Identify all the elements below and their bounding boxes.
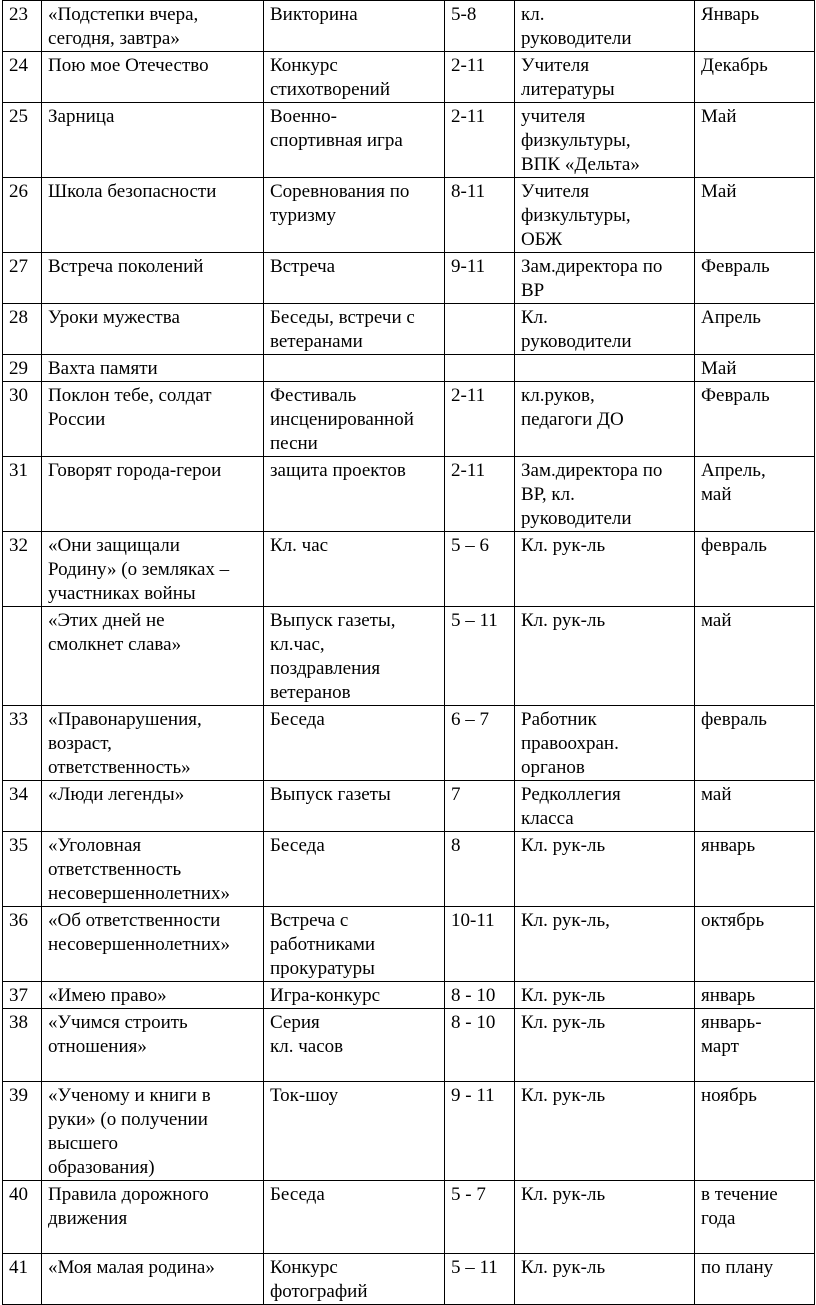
grade-range-text: 9 - 11 (451, 1085, 495, 1106)
table-row (3, 832, 815, 907)
event-title-text: Правила дорожного движения (48, 1184, 209, 1229)
event-form-text: Встреча с работниками прокуратуры (270, 910, 376, 979)
event-form-text: Выпуск газеты, кл.час, поздравления ветеранов (270, 610, 396, 703)
responsible-cell (515, 1009, 695, 1082)
responsible-text: Кл. рук-ль (521, 835, 606, 856)
event-title-text: «Правонарушения, возраст, ответственность» (48, 709, 202, 778)
grade-range-text: 2-11 (451, 385, 486, 406)
date-cell (695, 52, 815, 103)
date-cell (695, 532, 815, 607)
event-form-cell (264, 781, 445, 832)
row-number-cell (3, 52, 42, 103)
events-plan-table (2, 0, 815, 1305)
responsible-cell (515, 457, 695, 532)
grade-range-cell (445, 607, 515, 706)
responsible-text: Учителя физкультуры, ОБЖ (521, 181, 631, 250)
grade-range-text: 5 – 6 (451, 535, 489, 556)
date-cell (695, 253, 815, 304)
event-form-text: Беседа (270, 1184, 325, 1205)
table-row (3, 781, 815, 832)
event-form-text: Игра-конкурс (270, 985, 381, 1006)
table-row (3, 532, 815, 607)
table-row (3, 253, 815, 304)
responsible-text: кл. руководители (521, 4, 632, 49)
row-number-cell (3, 532, 42, 607)
event-title-text: Поклон тебе, солдат России (48, 385, 212, 430)
event-form-cell (264, 178, 445, 253)
grade-range-cell (445, 532, 515, 607)
event-title-cell (42, 253, 264, 304)
row-number-text: 30 (9, 385, 28, 406)
responsible-text: учителя физкультуры, ВПК «Дельта» (521, 106, 640, 175)
event-form-text: Кл. час (270, 535, 329, 556)
event-title-text: «Моя малая родина» (48, 1257, 215, 1278)
row-number-cell (3, 355, 42, 382)
date-text: по плану (701, 1257, 774, 1278)
table-row (3, 178, 815, 253)
responsible-text: Кл. рук-ль (521, 1085, 606, 1106)
row-number-cell (3, 382, 42, 457)
responsible-cell (515, 1254, 695, 1305)
event-title-text: Зарница (48, 106, 115, 127)
event-title-cell (42, 1009, 264, 1082)
event-title-cell (42, 1082, 264, 1181)
row-number-cell (3, 607, 42, 706)
date-cell (695, 907, 815, 982)
table-row (3, 52, 815, 103)
date-text: январь- март (701, 1012, 762, 1057)
event-title-text: «Имею право» (48, 985, 167, 1006)
date-cell (695, 1009, 815, 1082)
date-text: январь (701, 985, 756, 1006)
grade-range-text: 8 - 10 (451, 1012, 496, 1033)
event-form-text: Военно- спортивная игра (270, 106, 403, 151)
row-number-text: 24 (9, 55, 28, 76)
event-form-text: Соревнования по туризму (270, 181, 410, 226)
event-form-text: Викторина (270, 4, 358, 25)
event-form-text: Ток-шоу (270, 1085, 339, 1106)
row-number-cell (3, 304, 42, 355)
row-number-text: 39 (9, 1085, 28, 1106)
grade-range-text: 5-8 (451, 4, 477, 25)
date-cell (695, 982, 815, 1009)
row-number-text: 35 (9, 835, 28, 856)
responsible-text: Работник правоохран. органов (521, 709, 619, 778)
events-plan-table-body (3, 1, 815, 1305)
responsible-cell (515, 1181, 695, 1254)
event-form-text: Встреча (270, 256, 336, 277)
responsible-cell (515, 907, 695, 982)
table-row (3, 457, 815, 532)
date-text: Февраль (701, 256, 770, 277)
event-form-text: Фестиваль инсценированной песни (270, 385, 414, 454)
event-title-cell (42, 382, 264, 457)
responsible-cell (515, 706, 695, 781)
event-title-text: «Ученому и книги в руки» (о получении высшего образования) (48, 1085, 211, 1178)
grade-range-text: 7 (451, 784, 461, 805)
row-number-text: 31 (9, 460, 28, 481)
event-title-cell (42, 304, 264, 355)
date-text: январь (701, 835, 756, 856)
grade-range-cell (445, 1254, 515, 1305)
responsible-text: Кл. рук-ль (521, 1257, 606, 1278)
event-form-cell (264, 1181, 445, 1254)
row-number-text: 29 (9, 358, 28, 379)
responsible-text: Кл. рук-ль (521, 610, 606, 631)
event-form-cell (264, 706, 445, 781)
grade-range-cell (445, 178, 515, 253)
date-cell (695, 607, 815, 706)
date-text: Декабрь (701, 55, 768, 76)
event-form-cell (264, 832, 445, 907)
event-title-text: «Люди легенды» (48, 784, 185, 805)
row-number-text: 37 (9, 985, 28, 1006)
event-form-cell (264, 532, 445, 607)
event-form-cell (264, 1, 445, 52)
responsible-text: Учителя литературы (521, 55, 615, 100)
grade-range-text: 5 – 11 (451, 1257, 498, 1278)
row-number-cell (3, 1082, 42, 1181)
responsible-cell (515, 382, 695, 457)
responsible-cell (515, 355, 695, 382)
responsible-cell (515, 52, 695, 103)
row-number-cell (3, 1254, 42, 1305)
table-row (3, 1082, 815, 1181)
event-title-cell (42, 355, 264, 382)
responsible-cell (515, 103, 695, 178)
event-form-cell (264, 253, 445, 304)
event-title-text: «Они защищали Родину» (о земляках – участниках войны (48, 535, 230, 604)
event-title-text: «Учимся строить отношения» (48, 1012, 188, 1057)
row-number-cell (3, 1009, 42, 1082)
event-title-cell (42, 982, 264, 1009)
date-text: октябрь (701, 910, 765, 931)
grade-range-cell (445, 52, 515, 103)
date-text: Апрель, май (701, 460, 766, 505)
grade-range-text: 6 – 7 (451, 709, 489, 730)
event-form-cell (264, 1009, 445, 1082)
date-text: ноябрь (701, 1085, 757, 1106)
responsible-cell (515, 781, 695, 832)
grade-range-text: 10-11 (451, 910, 495, 931)
grade-range-cell (445, 706, 515, 781)
responsible-cell (515, 982, 695, 1009)
event-form-cell (264, 1254, 445, 1305)
responsible-cell (515, 178, 695, 253)
responsible-text: Редколлегия класса (521, 784, 621, 829)
grade-range-cell (445, 832, 515, 907)
table-row (3, 907, 815, 982)
event-form-text: Беседы, встречи с ветеранами (270, 307, 415, 352)
row-number-cell (3, 781, 42, 832)
row-number-text: 25 (9, 106, 28, 127)
row-number-text: 23 (9, 4, 28, 25)
date-text: Апрель (701, 307, 761, 328)
event-form-cell (264, 607, 445, 706)
responsible-text: Кл. рук-ль, (521, 910, 610, 931)
responsible-cell (515, 607, 695, 706)
row-number-cell (3, 253, 42, 304)
responsible-cell (515, 253, 695, 304)
row-number-cell (3, 1, 42, 52)
responsible-text: Кл. рук-ль (521, 1184, 606, 1205)
date-text: февраль (701, 709, 767, 730)
grade-range-cell (445, 982, 515, 1009)
date-cell (695, 706, 815, 781)
date-cell (695, 103, 815, 178)
date-cell (695, 304, 815, 355)
row-number-cell (3, 982, 42, 1009)
date-cell (695, 1181, 815, 1254)
date-text: Май (701, 181, 737, 202)
date-text: май (701, 784, 732, 805)
row-number-cell (3, 907, 42, 982)
row-number-text: 28 (9, 307, 28, 328)
date-text: Февраль (701, 385, 770, 406)
row-number-cell (3, 178, 42, 253)
event-title-text: Пою мое Отечество (48, 55, 209, 76)
date-text: февраль (701, 535, 767, 556)
row-number-text: 40 (9, 1184, 28, 1205)
table-row (3, 1, 815, 52)
grade-range-text: 5 – 11 (451, 610, 498, 631)
grade-range-cell (445, 304, 515, 355)
row-number-cell (3, 1181, 42, 1254)
event-title-cell (42, 706, 264, 781)
responsible-text: Кл. рук-ль (521, 535, 606, 556)
responsible-text: Кл. рук-ль (521, 1012, 606, 1033)
grade-range-cell (445, 355, 515, 382)
table-row (3, 607, 815, 706)
grade-range-text: 2-11 (451, 55, 486, 76)
event-title-text: Говорят города-герои (48, 460, 222, 481)
responsible-cell (515, 304, 695, 355)
date-cell (695, 1082, 815, 1181)
grade-range-cell (445, 1181, 515, 1254)
event-form-text: Конкурс фотографий (270, 1257, 368, 1302)
event-title-text: Встреча поколений (48, 256, 204, 277)
responsible-text: Зам.директора по ВР, кл. руководители (521, 460, 663, 529)
grade-range-cell (445, 253, 515, 304)
date-text: май (701, 610, 732, 631)
responsible-cell (515, 532, 695, 607)
responsible-text: Кл. руководители (521, 307, 632, 352)
row-number-text: 38 (9, 1012, 28, 1033)
event-form-text: защита проектов (270, 460, 406, 481)
event-title-cell (42, 532, 264, 607)
event-form-text: Конкурс стихотворений (270, 55, 391, 100)
event-form-cell (264, 1082, 445, 1181)
event-form-cell (264, 382, 445, 457)
table-row (3, 1009, 815, 1082)
row-number-cell (3, 706, 42, 781)
event-title-cell (42, 607, 264, 706)
responsible-cell (515, 832, 695, 907)
table-row (3, 706, 815, 781)
date-cell (695, 832, 815, 907)
table-row (3, 304, 815, 355)
grade-range-cell (445, 1082, 515, 1181)
row-number-text: 33 (9, 709, 28, 730)
event-title-cell (42, 832, 264, 907)
event-title-cell (42, 781, 264, 832)
date-cell (695, 1254, 815, 1305)
table-row (3, 355, 815, 382)
event-title-cell (42, 457, 264, 532)
event-title-text: «Уголовная ответственность несовершеннолетних» (48, 835, 231, 904)
row-number-cell (3, 103, 42, 178)
date-cell (695, 355, 815, 382)
event-title-text: «Об ответственности несовершеннолетних» (48, 910, 231, 955)
row-number-text: 36 (9, 910, 28, 931)
date-cell (695, 781, 815, 832)
date-text: Май (701, 106, 737, 127)
grade-range-text: 8 (451, 835, 461, 856)
date-text: Май (701, 358, 737, 379)
event-form-text: Беседа (270, 835, 325, 856)
event-form-cell (264, 982, 445, 1009)
row-number-text: 34 (9, 784, 28, 805)
event-title-cell (42, 907, 264, 982)
event-title-cell (42, 1, 264, 52)
grade-range-text: 2-11 (451, 460, 486, 481)
row-number-text: 41 (9, 1257, 28, 1278)
responsible-text: Кл. рук-ль (521, 985, 606, 1006)
grade-range-cell (445, 457, 515, 532)
grade-range-cell (445, 907, 515, 982)
responsible-cell (515, 1, 695, 52)
date-cell (695, 178, 815, 253)
event-title-cell (42, 52, 264, 103)
event-form-text: Выпуск газеты (270, 784, 391, 805)
row-number-text: 32 (9, 535, 28, 556)
row-number-cell (3, 832, 42, 907)
event-form-cell (264, 304, 445, 355)
grade-range-cell (445, 103, 515, 178)
date-cell (695, 1, 815, 52)
date-text: в течение года (701, 1184, 778, 1229)
responsible-text: кл.руков, педагоги ДО (521, 385, 624, 430)
grade-range-text: 8 - 10 (451, 985, 496, 1006)
grade-range-cell (445, 781, 515, 832)
event-form-text: Беседа (270, 709, 325, 730)
event-title-text: «Этих дней не смолкнет слава» (48, 610, 182, 655)
grade-range-cell (445, 382, 515, 457)
grade-range-text: 8-11 (451, 181, 486, 202)
event-title-cell (42, 1254, 264, 1305)
event-form-cell (264, 103, 445, 178)
date-text: Январь (701, 4, 760, 25)
row-number-cell (3, 457, 42, 532)
event-title-text: Школа безопасности (48, 181, 217, 202)
event-form-cell (264, 355, 445, 382)
table-row (3, 1254, 815, 1305)
event-title-text: «Подстепки вчера, сегодня, завтра» (48, 4, 199, 49)
event-title-text: Уроки мужества (48, 307, 180, 328)
event-form-cell (264, 52, 445, 103)
event-title-text: Вахта памяти (48, 358, 158, 379)
event-title-cell (42, 1181, 264, 1254)
grade-range-cell (445, 1009, 515, 1082)
event-title-cell (42, 178, 264, 253)
table-row (3, 1181, 815, 1254)
grade-range-text: 9-11 (451, 256, 486, 277)
event-form-cell (264, 907, 445, 982)
grade-range-cell (445, 1, 515, 52)
table-row (3, 982, 815, 1009)
responsible-text: Зам.директора по ВР (521, 256, 663, 301)
date-cell (695, 457, 815, 532)
responsible-cell (515, 1082, 695, 1181)
event-title-cell (42, 103, 264, 178)
date-cell (695, 382, 815, 457)
table-row (3, 382, 815, 457)
event-form-text: Серия кл. часов (270, 1012, 344, 1057)
grade-range-text: 5 - 7 (451, 1184, 486, 1205)
row-number-text: 27 (9, 256, 28, 277)
row-number-text: 26 (9, 181, 28, 202)
event-form-cell (264, 457, 445, 532)
grade-range-text: 2-11 (451, 106, 486, 127)
table-row (3, 103, 815, 178)
